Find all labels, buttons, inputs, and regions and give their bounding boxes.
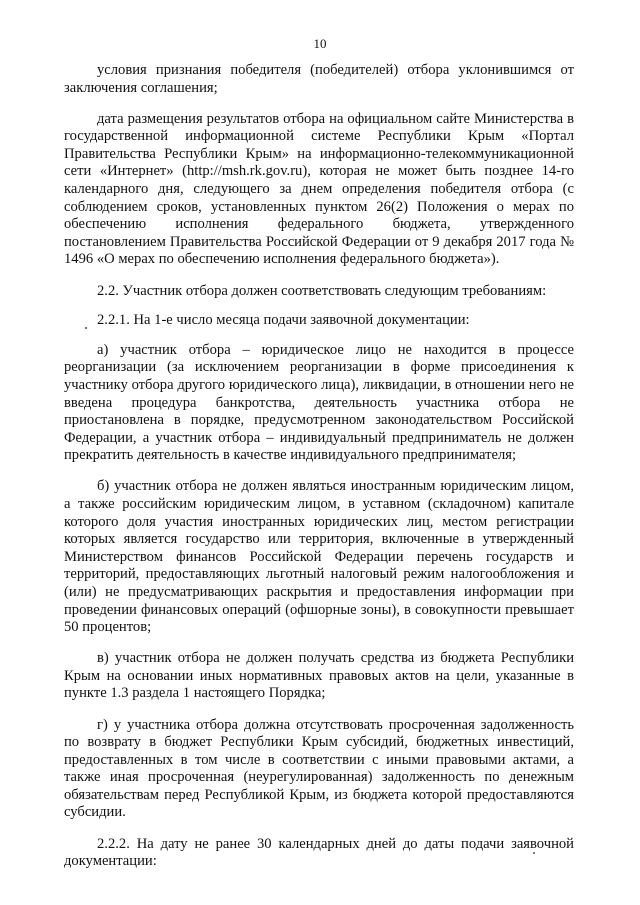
scan-speck	[85, 327, 87, 329]
document-body	[64, 62, 574, 884]
paragraph-item-a: а) участник отбора – юридическое лицо не находится в процессе реорганизации (за исключением реорганизации в форме присоединения к участнику отбора другого юридического лица), ликвидации, в отношении него не введена процедура банкротства, деятельность участника отбора не приостановлена в порядке, предусмотренном законодательством Российской Федерации, а участник отбора – индивидуальный предприниматель не должен прекратить деятельность в качестве индивидуального предпринимателя;	[64, 341, 574, 464]
paragraph-winner-evasion: условия признания победителя (победителей) отбора уклонившимся от заключения соглашения;	[64, 62, 574, 96]
paragraph-item-v: в) участник отбора не должен получать средства из бюджета Республики Крым на основании иных нормативных правовых актов на цели, указанные в пункте 1.3 раздела 1 настоящего Порядка;	[64, 650, 574, 702]
paragraph-section-2-2-1: 2.2.1. На 1-е число месяца подачи заявочной документации:	[97, 312, 470, 329]
paragraph-item-b: б) участник отбора не должен являться иностранным юридическим лицом, а также российским юридическим лицом, в уставном (складочном) капитале которого доля участия иностранных юридических лиц, местом регистрации которых является государство или территория, включенные в утвержденный Министерством финансов Российской Федерации перечень государств и территорий, предоставляющих льготный налоговый режим налогообложения и (или) не предусматривающих раскрытия и предоставления информации при проведении финансовых операций (офшорные зоны), в совокупности превышает 50 процентов;	[64, 478, 574, 636]
page-number: 10	[313, 36, 327, 51]
paragraph-results-publication-date: дата размещения результатов отбора на официальном сайте Министерства в государственной информационной системе Республики Крым «Портал Правительства Республики Крым» на информационно-телекоммуникационной сети «Интернет» (http://msh.rk.gov.ru), которая не может быть позднее 14-го календарного дня, следующего за днем определения победителя отбора (с соблюдением сроков, установленных пунктом 26(2) Положения о мерах по обеспечению исполнения федерального бюджета, утвержденного постановлением Правительства Российской Федерации от 9 декабря 2017 года № 1496 «О мерах по обеспечению исполнения федерального бюджета»).	[64, 110, 574, 268]
paragraph-item-g: г) у участника отбора должна отсутствовать просроченная задолженность по возврату в бюджет Республики Крым субсидий, бюджетных инвестиций, предоставленных в том числе в соответствии с иными правовыми актами, а также иная просроченная (неурегулированная) задолженность по денежным обязательствам перед Республикой Крым, из бюджета которой предоставляются субсидии.	[64, 716, 574, 821]
scan-speck	[533, 852, 535, 854]
paragraph-section-2-2-2: 2.2.2. На дату не ранее 30 календарных дней до даты подачи заявочной документации:	[64, 835, 574, 870]
paragraph-section-2-2: 2.2. Участник отбора должен соответствовать следующим требованиям:	[97, 282, 547, 299]
